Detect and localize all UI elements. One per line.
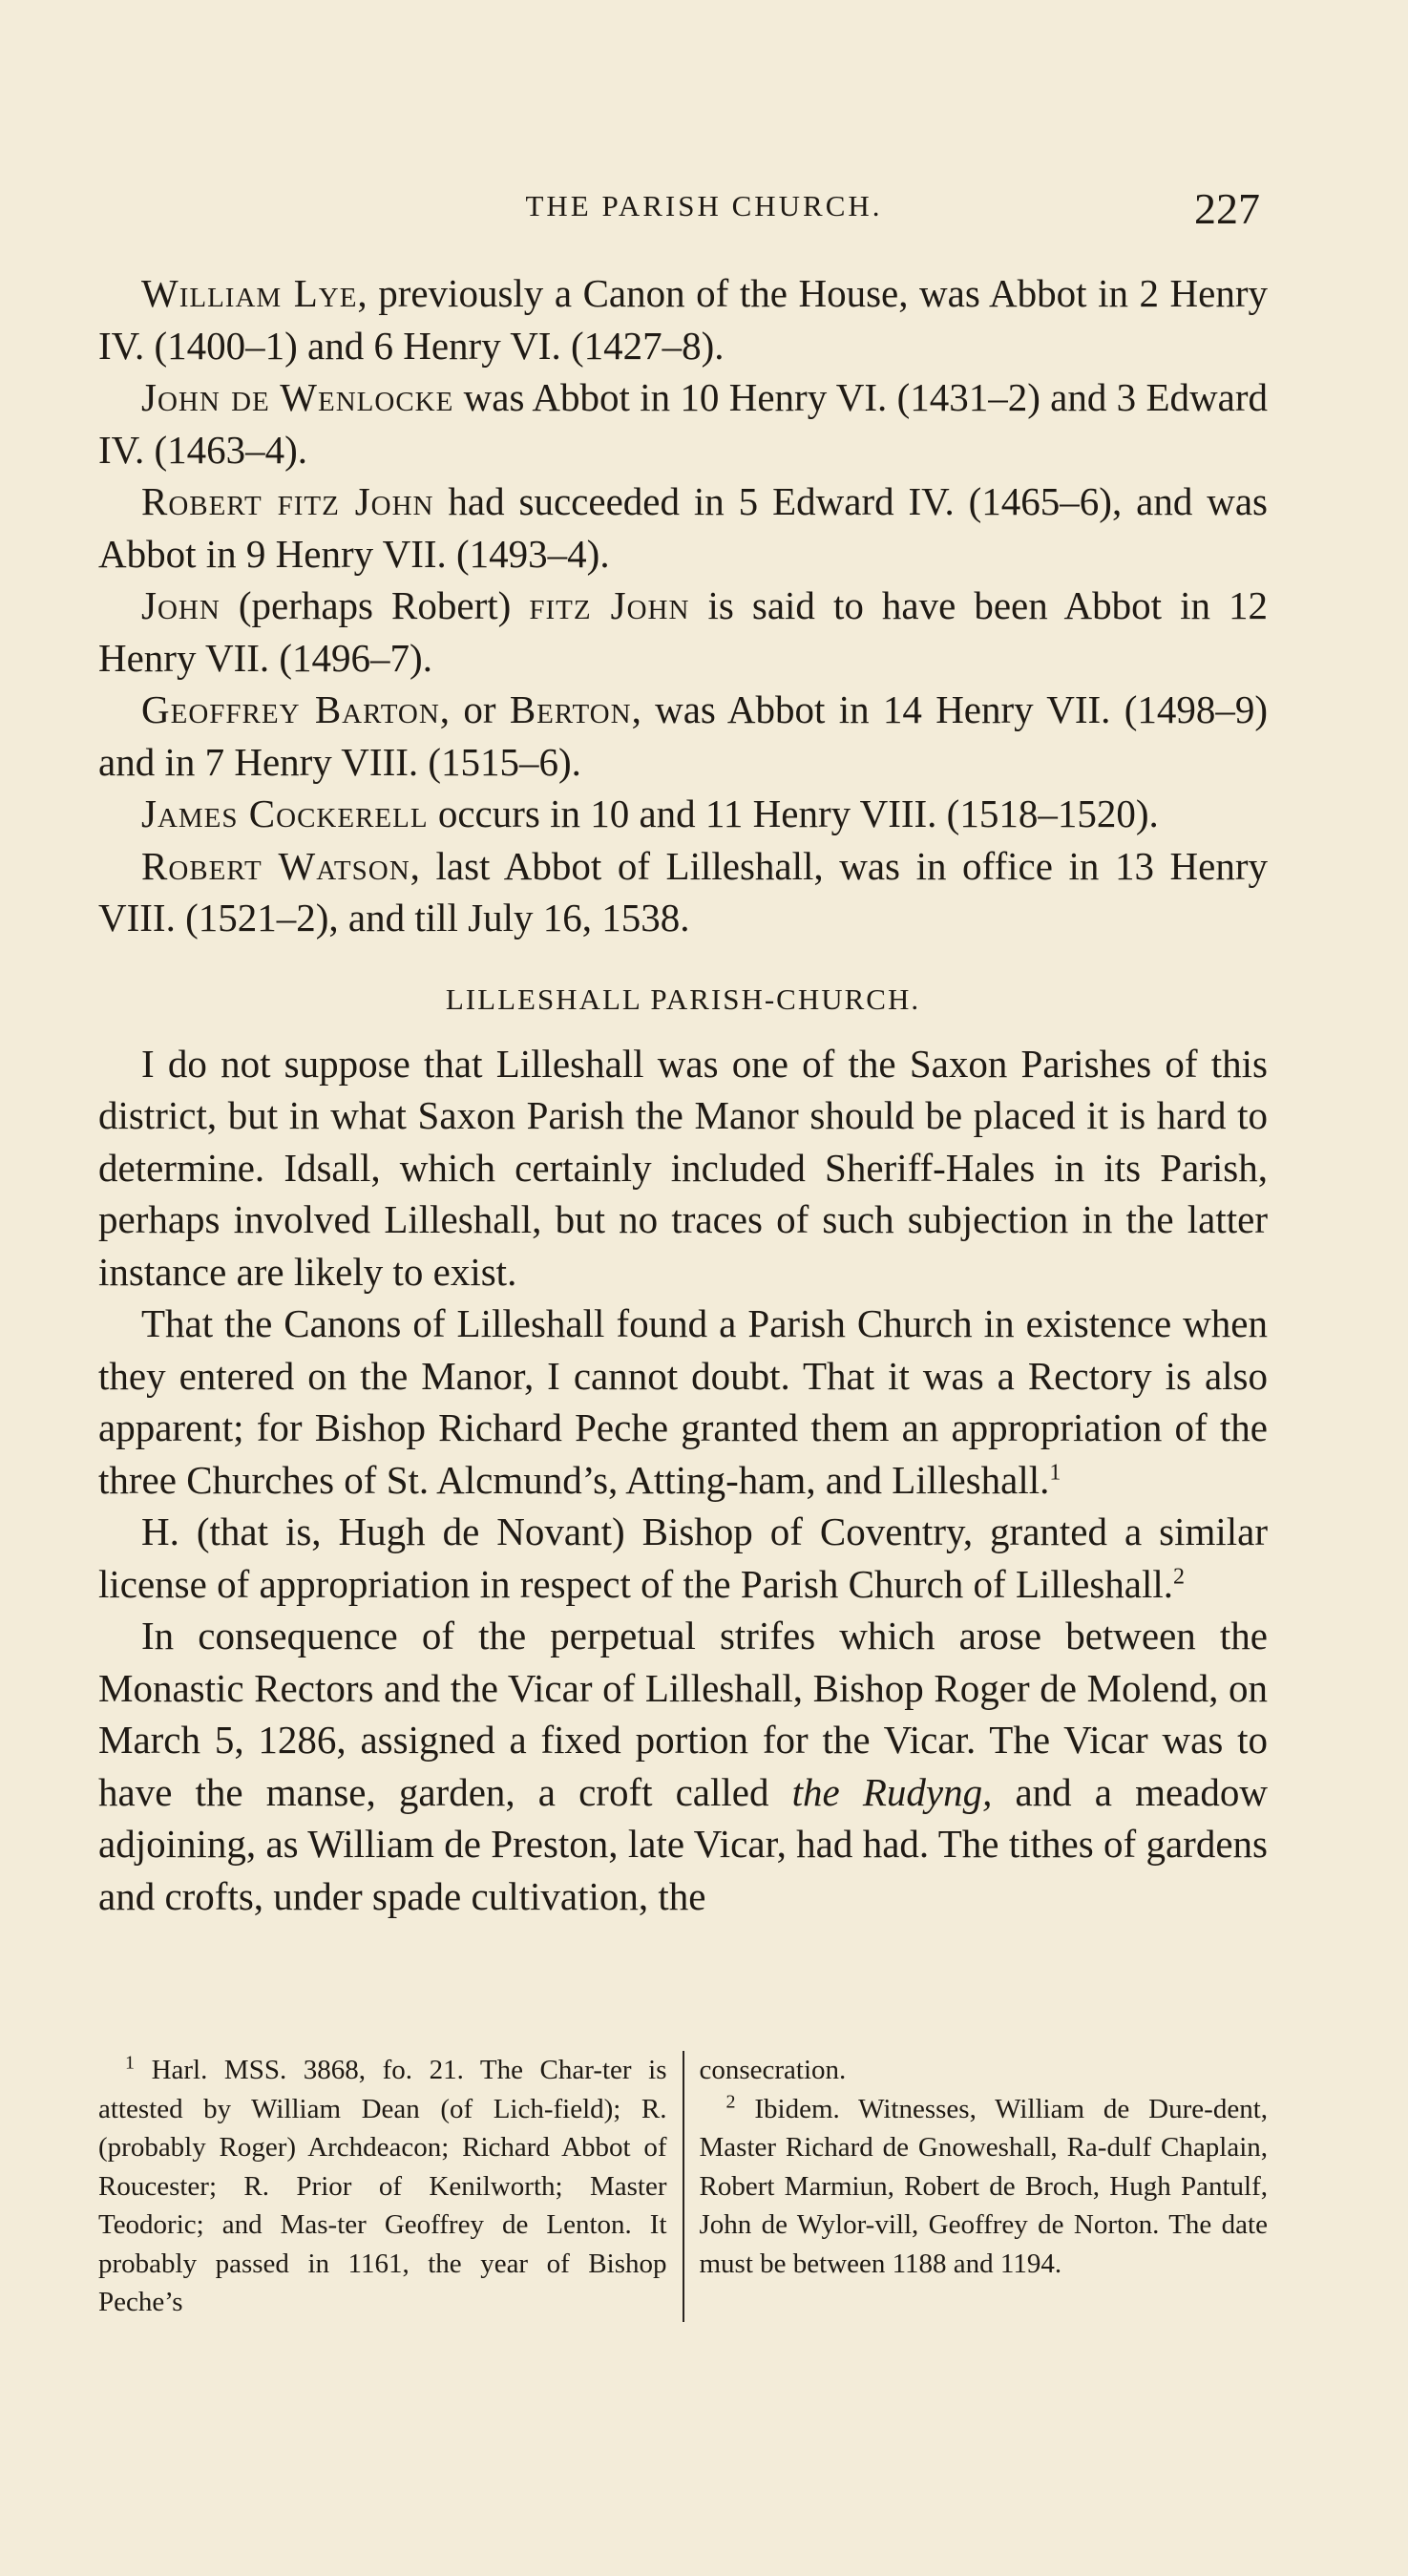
abbot-name: Berton (509, 687, 632, 731)
abbot-name: William Lye (141, 271, 358, 315)
abbot-entry (98, 371, 1268, 475)
abbot-text: , was Abbot in 14 Henry VII. (1498–9) and in 7 Henry VIII. (1515–6). (98, 687, 1268, 784)
abbot-name: fitz John (529, 583, 690, 627)
abbot-text: , or (439, 687, 510, 731)
paragraph-text: That the Canons of Lilleshall found a Parish Church in existence when they entered on the Manor, I cannot doubt. That it was a Rectory is also apparent; for Bishop Richard Peche granted them an appropriation of the three Churches of St. Alcmund’s, Atting-ham, and Lilleshall. (98, 1301, 1268, 1502)
abbot-name: Robert fitz John (141, 479, 434, 523)
abbot-text: had succeeded in 5 Edward IV. (1465–6), and was Abbot in 9 Henry VII. (1493–4). (98, 479, 1269, 576)
page-number: 227 (1194, 184, 1260, 233)
footnotes (98, 2051, 1268, 2322)
paragraph (98, 1298, 1268, 1506)
abbot-entry (98, 788, 1268, 840)
footnote (98, 2051, 667, 2322)
abbot-text: is said to have been Abbot in 12 Henry VII. (1496–7). (98, 583, 1269, 680)
footnote-text: Ibidem. Witnesses, William de Dure-dent, Master Richard de Gnoweshall, Ra-dulf Chaplain, Robert Marmiun, Robert de Broch, Hugh Pantulf, John de Wylor-vill, Geoffrey de Norton. The date must be between 1188 and 1194. (699, 2093, 1268, 2279)
footnote-number: 2 (725, 2090, 736, 2112)
footnote-continuation: consecration. (699, 2055, 847, 2085)
abbot-text: (perhaps Robert) (220, 583, 530, 627)
abbot-text: occurs in 10 and 11 Henry VIII. (1518–1520). (428, 792, 1159, 835)
abbot-name: Robert Watson (141, 843, 410, 888)
footnote-number: 1 (125, 2052, 135, 2074)
paragraph-text: In consequence of the perpetual strifes which arose between the Monastic Rectors and the Vicar of Lilleshall, Bishop Roger de Molend, on March 5, 1286, assigned a fixed portion for the Vicar. The Vicar was to have the manse, garden, a croft called (98, 1614, 1268, 1814)
abbot-name: John de Wenlocke (141, 375, 454, 419)
footnote (700, 2090, 1269, 2284)
abbot-entry (98, 840, 1268, 944)
footnote-column-right (683, 2051, 1269, 2322)
footnote-reference[interactable]: 2 (1173, 1563, 1186, 1589)
abbot-name: Geoffrey Barton (141, 687, 440, 731)
abbot-entry (98, 684, 1268, 788)
section-heading: LILLESHALL PARISH-CHURCH. (445, 982, 921, 1016)
abbot-entry (98, 267, 1268, 371)
footnote-text: Harl. MSS. 3868, fo. 21. The Char-ter is attested by William Dean (of Lich-field); R. (probably Roger) Archdeacon; Richard Abbot of Roucester; R. Prior of Kenilworth; Master Teodoric; and Mas-ter Geoffrey de Lenton. It probably passed in 1161, the year of Bishop Peche’s (98, 2055, 667, 2317)
paragraph: I do not suppose that Lilleshall was one of the Saxon Parishes of this district, but in what Saxon Parish the Manor should be placed it is hard to determine. Idsall, which certainly included Sheriff-Hales in its Parish, perhaps involved Lilleshall, but no traces of such subjection in the latter instance are likely to exist. (98, 1041, 1268, 1294)
footnote-column-left (98, 2051, 683, 2322)
paragraph-text: and a meadow adjoining, as William de Preston, late Vicar, had had. The tithes of gardens and crofts, under spade cultivation, the (98, 1769, 1268, 1918)
abbot-entry (98, 580, 1268, 684)
abbot-text: , last Abbot of Lilleshall, was in office in 13 Henry VIII. (1521–2), and till July 16, 1538. (98, 843, 1268, 940)
abbot-name: John (141, 583, 221, 627)
footnote-reference[interactable]: 1 (1049, 1459, 1061, 1485)
abbot-text: was Abbot in 10 Henry VI. (1431–2) and 3 Edward IV. (1463–4). (98, 375, 1268, 472)
main-text (98, 267, 1268, 1922)
paragraph (98, 1506, 1268, 1610)
paragraph (98, 1610, 1268, 1922)
italic-phrase: the Rudyng, (791, 1769, 993, 1814)
running-head: THE PARISH CHURCH. (525, 189, 883, 222)
abbot-name: James Cockerell (141, 792, 429, 835)
page-header (0, 183, 1408, 241)
abbot-entry (98, 475, 1268, 580)
abbot-text: , previously a Canon of the House, was Abbot in 2 Henry IV. (1400–1) and 6 Henry VI. (1427–8). (98, 271, 1269, 368)
paragraph-text: H. (that is, Hugh de Novant) Bishop of Coventry, granted a similar license of appropriation in respect of the Parish Church of Lilleshall. (98, 1510, 1268, 1606)
